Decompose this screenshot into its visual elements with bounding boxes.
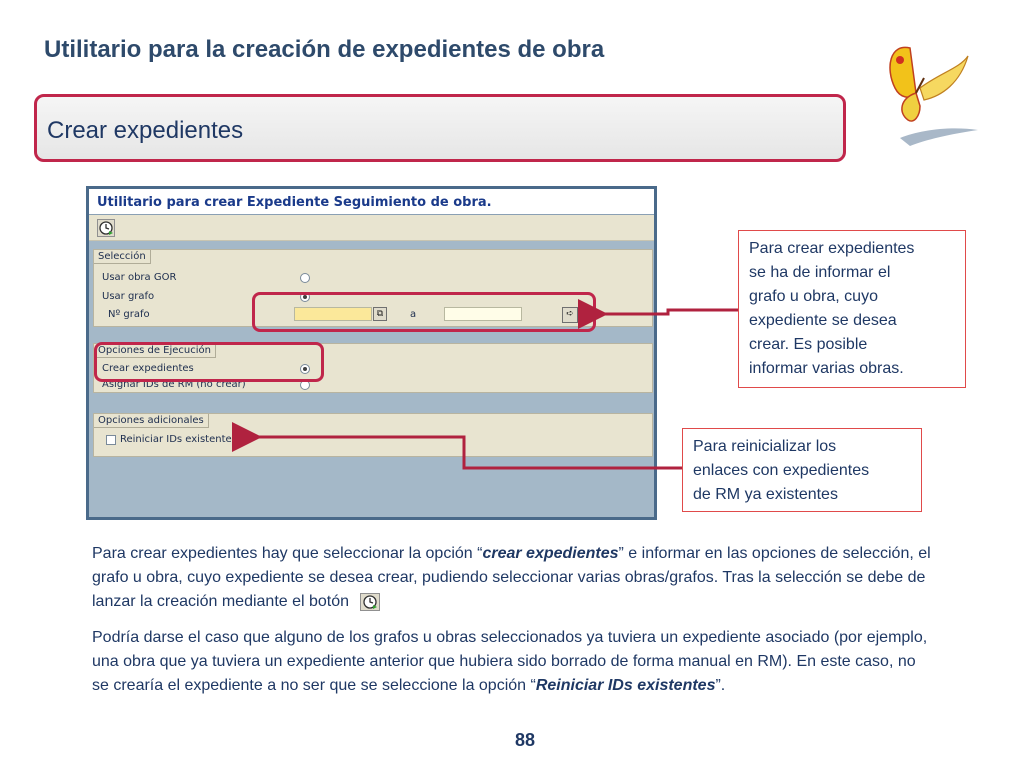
sap-window-title: Utilitario para crear Expediente Seguimiento de obra. bbox=[97, 195, 492, 210]
label-reiniciar-ids: Reiniciar IDs existentes bbox=[120, 434, 237, 445]
section-title: Crear expedientes bbox=[47, 117, 244, 144]
callout-grafo-line: grafo u obra, cuyo bbox=[749, 288, 878, 305]
sap-toolbar bbox=[89, 215, 654, 241]
p1-text-b: ” e informar en las opciones de selección, el grafo u obra, cuyo expediente se desea crear, pudiendo seleccionar varias obras/grafos. Tras la selección se debe de lanzar la creación mediante el botón bbox=[92, 545, 931, 610]
paragraph-1 bbox=[92, 542, 932, 614]
callout-reiniciar-line: enlaces con expedientes bbox=[693, 462, 870, 479]
callout-reiniciar-line: Para reinicializar los bbox=[693, 438, 837, 455]
radio-usar-obra[interactable] bbox=[300, 273, 310, 283]
p2-text-b: ”. bbox=[715, 677, 726, 694]
group-label-seleccion: Selección bbox=[94, 250, 151, 264]
highlight-crear-expedientes bbox=[94, 342, 324, 382]
slide-title: Utilitario para la creación de expedientes de obra bbox=[44, 36, 605, 63]
paragraph-2 bbox=[92, 626, 932, 698]
label-asignar-ids: Asignar IDs de RM (no crear) bbox=[102, 379, 246, 390]
group-label-opciones-adicionales: Opciones adicionales bbox=[94, 414, 209, 428]
label-num-grafo: Nº grafo bbox=[108, 309, 150, 320]
callout-grafo-line: expediente se desea bbox=[749, 312, 897, 329]
callout-grafo-line: crear. Es posible bbox=[749, 336, 868, 353]
p1-bold: crear expedientes bbox=[482, 545, 619, 562]
label-range-to: a bbox=[410, 309, 417, 320]
label-usar-grafo: Usar grafo bbox=[102, 291, 155, 302]
highlight-grafo-fields bbox=[252, 292, 596, 332]
execute-clock-icon bbox=[360, 593, 380, 611]
p1-text-a: Para crear expedientes hay que seleccionar la opción “ bbox=[92, 545, 483, 562]
checkbox-reiniciar-ids[interactable] bbox=[106, 435, 116, 445]
page-number: 88 bbox=[514, 730, 536, 750]
label-crear-expedientes: Crear expedientes bbox=[102, 363, 194, 374]
callout-grafo-line: informar varias obras. bbox=[749, 360, 904, 377]
execute-clock-icon[interactable] bbox=[97, 219, 115, 237]
callout-grafo-line: se ha de informar el bbox=[749, 264, 891, 281]
callout-reiniciar-line: de RM ya existentes bbox=[693, 486, 838, 503]
callout-grafo bbox=[738, 230, 966, 388]
callout-grafo-line: Para crear expedientes bbox=[749, 240, 915, 257]
group-label-opciones-ejecucion: Opciones de Ejecución bbox=[94, 344, 216, 358]
multiple-selection-icon[interactable]: ⧉ bbox=[373, 307, 387, 321]
arrow-right-icon[interactable]: ➪ bbox=[562, 307, 578, 323]
label-usar-obra: Usar obra GOR bbox=[102, 272, 177, 283]
group-opciones-adicionales bbox=[93, 413, 653, 457]
p2-text-a: Podría darse el caso que alguno de los grafos u obras seleccionados ya tuviera un expediente asociado (por ejemplo, una obra que ya tuviera un expediente anterior que hubiera sido borrado de forma manual en RM). En este caso, no se crearía el expediente a no ser que se seleccione la opción “ bbox=[92, 629, 928, 694]
section-header-box bbox=[34, 94, 846, 162]
butterfly-logo-icon bbox=[880, 38, 980, 158]
sap-titlebar bbox=[89, 189, 654, 215]
callout-reiniciar bbox=[682, 428, 922, 512]
p2-bold: Reiniciar IDs existentes bbox=[535, 677, 716, 694]
